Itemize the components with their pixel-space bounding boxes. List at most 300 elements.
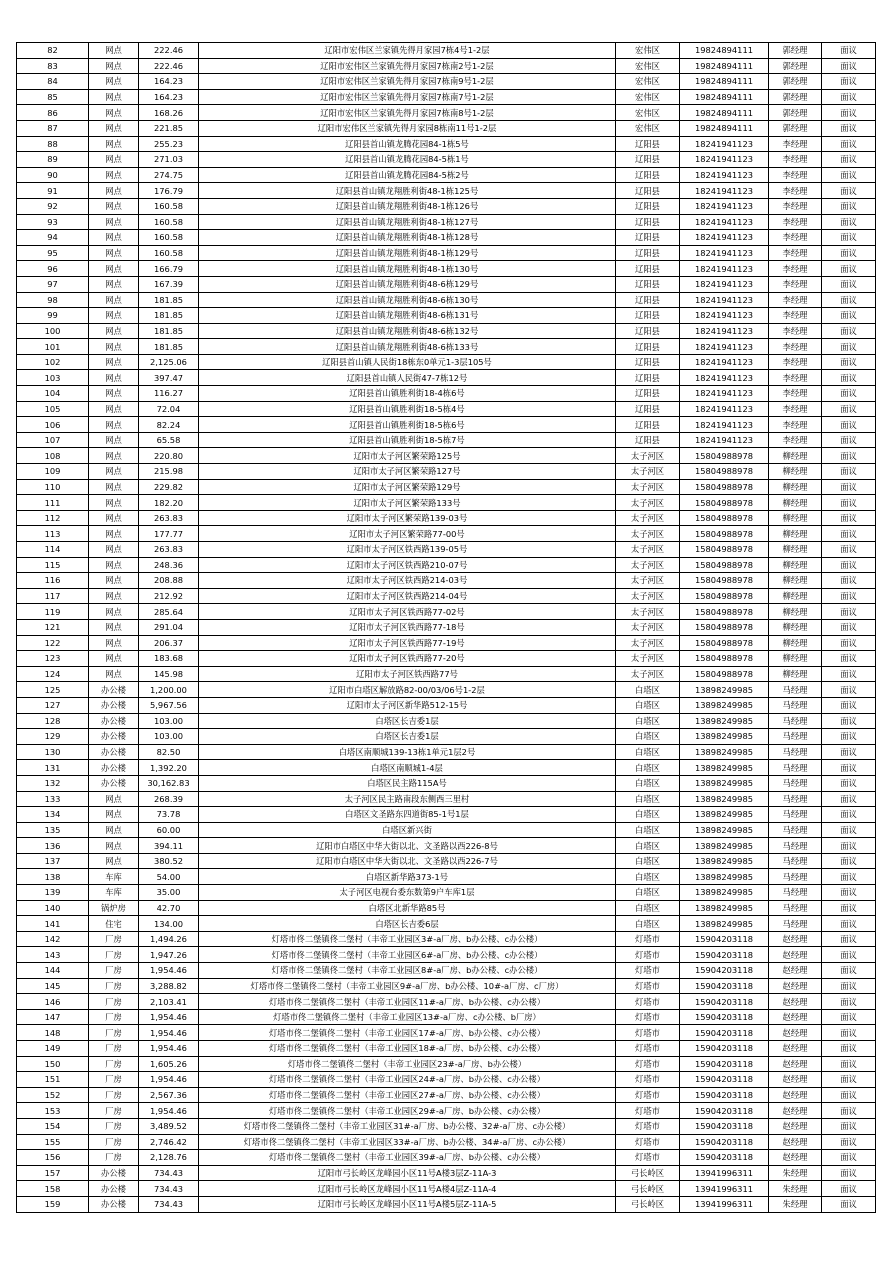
price-cell: 面议 [822, 1025, 876, 1041]
price-cell: 面议 [822, 573, 876, 589]
address-cell: 白塔区长吉委6层 [199, 916, 616, 932]
row-number-cell: 140 [17, 900, 89, 916]
property-type-cell: 网点 [89, 510, 139, 526]
phone-cell: 15804988978 [680, 448, 769, 464]
contact-cell: 李经理 [769, 214, 822, 230]
area-cell: 176.79 [139, 183, 199, 199]
district-cell: 白塔区 [616, 697, 680, 713]
area-cell: 181.85 [139, 323, 199, 339]
row-number-cell: 102 [17, 354, 89, 370]
address-cell: 辽阳县首山镇龙腾花园84-1栋5号 [199, 136, 616, 152]
row-number-cell: 121 [17, 619, 89, 635]
contact-cell: 马经理 [769, 885, 822, 901]
property-type-cell: 网点 [89, 105, 139, 121]
district-cell: 灯塔市 [616, 978, 680, 994]
phone-cell: 15904203118 [680, 1118, 769, 1134]
area-cell: 268.39 [139, 791, 199, 807]
row-number-cell: 129 [17, 729, 89, 745]
price-cell: 面议 [822, 1150, 876, 1166]
contact-cell: 柳经理 [769, 542, 822, 558]
row-number-cell: 153 [17, 1103, 89, 1119]
table-row [17, 916, 876, 932]
table-row [17, 370, 876, 386]
contact-cell: 李经理 [769, 276, 822, 292]
table-row [17, 947, 876, 963]
phone-cell: 18241941123 [680, 167, 769, 183]
phone-cell: 15904203118 [680, 1072, 769, 1088]
address-cell: 辽阳县首山镇龙翔胜利街48-6栋130号 [199, 292, 616, 308]
row-number-cell: 156 [17, 1150, 89, 1166]
contact-cell: 马经理 [769, 853, 822, 869]
price-cell: 面议 [822, 432, 876, 448]
property-type-cell: 网点 [89, 542, 139, 558]
table-row [17, 308, 876, 324]
row-number-cell: 132 [17, 775, 89, 791]
address-cell: 辽阳县首山镇胜利街18-5栋7号 [199, 432, 616, 448]
property-type-cell: 网点 [89, 401, 139, 417]
area-cell: 2,125.06 [139, 354, 199, 370]
area-cell: 397.47 [139, 370, 199, 386]
table-row [17, 1196, 876, 1212]
district-cell: 白塔区 [616, 729, 680, 745]
table-row [17, 697, 876, 713]
district-cell: 辽阳县 [616, 386, 680, 402]
row-number-cell: 123 [17, 651, 89, 667]
area-cell: 248.36 [139, 557, 199, 573]
district-cell: 太子河区 [616, 604, 680, 620]
phone-cell: 18241941123 [680, 401, 769, 417]
property-type-cell: 办公楼 [89, 682, 139, 698]
area-cell: 263.83 [139, 542, 199, 558]
price-cell: 面议 [822, 1181, 876, 1197]
address-cell: 辽阳市太子河区繁荣路129号 [199, 479, 616, 495]
property-type-cell: 网点 [89, 588, 139, 604]
property-type-cell: 网点 [89, 448, 139, 464]
address-cell: 辽阳县首山镇龙翔胜利街48-1栋126号 [199, 198, 616, 214]
row-number-cell: 100 [17, 323, 89, 339]
row-number-cell: 157 [17, 1165, 89, 1181]
district-cell: 灯塔市 [616, 1041, 680, 1057]
contact-cell: 郭经理 [769, 43, 822, 59]
district-cell: 辽阳县 [616, 214, 680, 230]
row-number-cell: 113 [17, 526, 89, 542]
district-cell: 白塔区 [616, 869, 680, 885]
table-row [17, 1103, 876, 1119]
phone-cell: 15904203118 [680, 1150, 769, 1166]
phone-cell: 15904203118 [680, 963, 769, 979]
row-number-cell: 150 [17, 1056, 89, 1072]
property-type-cell: 网点 [89, 198, 139, 214]
price-cell: 面议 [822, 292, 876, 308]
area-cell: 54.00 [139, 869, 199, 885]
price-cell: 面议 [822, 947, 876, 963]
property-type-cell: 办公楼 [89, 775, 139, 791]
price-cell: 面议 [822, 963, 876, 979]
price-cell: 面议 [822, 43, 876, 59]
property-type-cell: 网点 [89, 619, 139, 635]
address-cell: 辽阳县首山镇龙翔胜利街48-1栋128号 [199, 230, 616, 246]
price-cell: 面议 [822, 931, 876, 947]
price-cell: 面议 [822, 261, 876, 277]
table-row [17, 1181, 876, 1197]
area-cell: 181.85 [139, 308, 199, 324]
contact-cell: 李经理 [769, 417, 822, 433]
table-row [17, 214, 876, 230]
table-row [17, 1072, 876, 1088]
district-cell: 灯塔市 [616, 1087, 680, 1103]
phone-cell: 13898249985 [680, 729, 769, 745]
district-cell: 太子河区 [616, 651, 680, 667]
address-cell: 灯塔市佟二堡镇佟二堡村（丰帝工业园区3#-a厂房、b办公楼、c办公楼） [199, 931, 616, 947]
district-cell: 太子河区 [616, 526, 680, 542]
table-row [17, 136, 876, 152]
property-type-cell: 车库 [89, 869, 139, 885]
address-cell: 辽阳县首山镇胜利街18-4栋6号 [199, 386, 616, 402]
price-cell: 面议 [822, 900, 876, 916]
area-cell: 2,746.42 [139, 1134, 199, 1150]
table-row [17, 635, 876, 651]
phone-cell: 15904203118 [680, 1041, 769, 1057]
phone-cell: 15904203118 [680, 1025, 769, 1041]
price-cell: 面议 [822, 542, 876, 558]
table-row [17, 807, 876, 823]
price-cell: 面议 [822, 323, 876, 339]
area-cell: 65.58 [139, 432, 199, 448]
property-type-cell: 网点 [89, 573, 139, 589]
price-cell: 面议 [822, 1041, 876, 1057]
phone-cell: 13898249985 [680, 822, 769, 838]
price-cell: 面议 [822, 557, 876, 573]
phone-cell: 15904203118 [680, 931, 769, 947]
price-cell: 面议 [822, 853, 876, 869]
address-cell: 辽阳县首山镇龙腾花园84-5栋2号 [199, 167, 616, 183]
address-cell: 辽阳市宏伟区兰家镇先得月家园7栋南2号1-2层 [199, 58, 616, 74]
property-type-cell: 厂房 [89, 1025, 139, 1041]
district-cell: 白塔区 [616, 838, 680, 854]
address-cell: 辽阳县首山镇龙翔胜利街48-6栋129号 [199, 276, 616, 292]
contact-cell: 郭经理 [769, 58, 822, 74]
address-cell: 辽阳市弓长岭区龙峰园小区11号A楼5层Z-11A-5 [199, 1196, 616, 1212]
area-cell: 42.70 [139, 900, 199, 916]
phone-cell: 19824894111 [680, 89, 769, 105]
district-cell: 太子河区 [616, 666, 680, 682]
phone-cell: 15904203118 [680, 1087, 769, 1103]
price-cell: 面议 [822, 339, 876, 355]
address-cell: 辽阳县首山镇龙腾花园84-5栋1号 [199, 152, 616, 168]
price-cell: 面议 [822, 791, 876, 807]
phone-cell: 15804988978 [680, 588, 769, 604]
row-number-cell: 134 [17, 807, 89, 823]
district-cell: 太子河区 [616, 573, 680, 589]
table-row [17, 573, 876, 589]
district-cell: 白塔区 [616, 775, 680, 791]
row-number-cell: 82 [17, 43, 89, 59]
area-cell: 1,494.26 [139, 931, 199, 947]
property-type-cell: 网点 [89, 43, 139, 59]
price-cell: 面议 [822, 308, 876, 324]
address-cell: 白塔区文圣路东四道街85-1号1层 [199, 807, 616, 823]
phone-cell: 13898249985 [680, 697, 769, 713]
area-cell: 167.39 [139, 276, 199, 292]
price-cell: 面议 [822, 230, 876, 246]
price-cell: 面议 [822, 1087, 876, 1103]
row-number-cell: 106 [17, 417, 89, 433]
price-cell: 面议 [822, 526, 876, 542]
property-type-cell: 网点 [89, 479, 139, 495]
contact-cell: 李经理 [769, 230, 822, 246]
price-cell: 面议 [822, 838, 876, 854]
district-cell: 白塔区 [616, 744, 680, 760]
table-row [17, 1165, 876, 1181]
phone-cell: 13941996311 [680, 1196, 769, 1212]
price-cell: 面议 [822, 978, 876, 994]
phone-cell: 15904203118 [680, 1056, 769, 1072]
table-row [17, 386, 876, 402]
district-cell: 白塔区 [616, 916, 680, 932]
district-cell: 灯塔市 [616, 1056, 680, 1072]
table-row [17, 838, 876, 854]
area-cell: 168.26 [139, 105, 199, 121]
row-number-cell: 105 [17, 401, 89, 417]
price-cell: 面议 [822, 729, 876, 745]
table-row [17, 261, 876, 277]
phone-cell: 13898249985 [680, 916, 769, 932]
phone-cell: 13898249985 [680, 838, 769, 854]
property-type-cell: 网点 [89, 557, 139, 573]
row-number-cell: 149 [17, 1041, 89, 1057]
row-number-cell: 135 [17, 822, 89, 838]
phone-cell: 18241941123 [680, 432, 769, 448]
table-row [17, 276, 876, 292]
property-type-cell: 厂房 [89, 1103, 139, 1119]
price-cell: 面议 [822, 105, 876, 121]
contact-cell: 李经理 [769, 167, 822, 183]
area-cell: 2,103.41 [139, 994, 199, 1010]
row-number-cell: 143 [17, 947, 89, 963]
property-type-cell: 网点 [89, 261, 139, 277]
contact-cell: 柳经理 [769, 573, 822, 589]
area-cell: 380.52 [139, 853, 199, 869]
district-cell: 宏伟区 [616, 120, 680, 136]
phone-cell: 15904203118 [680, 1009, 769, 1025]
area-cell: 164.23 [139, 74, 199, 90]
table-row [17, 1009, 876, 1025]
contact-cell: 赵经理 [769, 1087, 822, 1103]
district-cell: 太子河区 [616, 479, 680, 495]
property-type-cell: 厂房 [89, 994, 139, 1010]
contact-cell: 柳经理 [769, 464, 822, 480]
district-cell: 白塔区 [616, 713, 680, 729]
phone-cell: 13898249985 [680, 900, 769, 916]
contact-cell: 柳经理 [769, 635, 822, 651]
price-cell: 面议 [822, 245, 876, 261]
address-cell: 灯塔市佟二堡镇佟二堡村（丰帝工业园区18#-a厂房、b办公楼、c办公楼） [199, 1041, 616, 1057]
contact-cell: 马经理 [769, 838, 822, 854]
price-cell: 面议 [822, 1196, 876, 1212]
area-cell: 229.82 [139, 479, 199, 495]
address-cell: 灯塔市佟二堡镇佟二堡村（丰帝工业园区11#-a厂房、b办公楼、c办公楼） [199, 994, 616, 1010]
property-type-cell: 网点 [89, 308, 139, 324]
contact-cell: 李经理 [769, 245, 822, 261]
phone-cell: 18241941123 [680, 339, 769, 355]
contact-cell: 赵经理 [769, 978, 822, 994]
property-type-cell: 网点 [89, 74, 139, 90]
price-cell: 面议 [822, 651, 876, 667]
district-cell: 灯塔市 [616, 1103, 680, 1119]
area-cell: 164.23 [139, 89, 199, 105]
area-cell: 1,954.46 [139, 1009, 199, 1025]
address-cell: 辽阳县首山镇龙翔胜利街48-1栋127号 [199, 214, 616, 230]
district-cell: 弓长岭区 [616, 1196, 680, 1212]
area-cell: 1,954.46 [139, 963, 199, 979]
table-row [17, 1118, 876, 1134]
area-cell: 291.04 [139, 619, 199, 635]
property-type-cell: 网点 [89, 822, 139, 838]
row-number-cell: 86 [17, 105, 89, 121]
price-cell: 面议 [822, 417, 876, 433]
row-number-cell: 99 [17, 308, 89, 324]
contact-cell: 李经理 [769, 386, 822, 402]
area-cell: 145.98 [139, 666, 199, 682]
price-cell: 面议 [822, 775, 876, 791]
row-number-cell: 107 [17, 432, 89, 448]
phone-cell: 13941996311 [680, 1165, 769, 1181]
phone-cell: 18241941123 [680, 214, 769, 230]
area-cell: 2,128.76 [139, 1150, 199, 1166]
contact-cell: 赵经理 [769, 1118, 822, 1134]
address-cell: 辽阳县首山镇人民街47-7栋12号 [199, 370, 616, 386]
property-type-cell: 网点 [89, 464, 139, 480]
price-cell: 面议 [822, 666, 876, 682]
address-cell: 辽阳市太子河区铁西路77-19号 [199, 635, 616, 651]
price-cell: 面议 [822, 869, 876, 885]
district-cell: 辽阳县 [616, 323, 680, 339]
property-type-cell: 网点 [89, 370, 139, 386]
row-number-cell: 119 [17, 604, 89, 620]
phone-cell: 13941996311 [680, 1181, 769, 1197]
table-row [17, 1056, 876, 1072]
phone-cell: 15804988978 [680, 651, 769, 667]
phone-cell: 18241941123 [680, 276, 769, 292]
row-number-cell: 158 [17, 1181, 89, 1197]
area-cell: 1,954.46 [139, 1041, 199, 1057]
contact-cell: 马经理 [769, 869, 822, 885]
phone-cell: 18241941123 [680, 354, 769, 370]
district-cell: 弓长岭区 [616, 1181, 680, 1197]
table-row [17, 791, 876, 807]
row-number-cell: 146 [17, 994, 89, 1010]
property-type-cell: 办公楼 [89, 729, 139, 745]
price-cell: 面议 [822, 183, 876, 199]
address-cell: 辽阳市太子河区铁西路214-04号 [199, 588, 616, 604]
district-cell: 宏伟区 [616, 58, 680, 74]
table-row [17, 744, 876, 760]
address-cell: 辽阳市太子河区新华路512-15号 [199, 697, 616, 713]
contact-cell: 赵经理 [769, 1041, 822, 1057]
table-row [17, 1150, 876, 1166]
price-cell: 面议 [822, 697, 876, 713]
area-cell: 215.98 [139, 464, 199, 480]
row-number-cell: 90 [17, 167, 89, 183]
district-cell: 白塔区 [616, 885, 680, 901]
district-cell: 白塔区 [616, 760, 680, 776]
property-type-cell: 办公楼 [89, 744, 139, 760]
property-type-cell: 网点 [89, 339, 139, 355]
area-cell: 160.58 [139, 230, 199, 246]
property-type-cell: 厂房 [89, 963, 139, 979]
area-cell: 263.83 [139, 510, 199, 526]
district-cell: 太子河区 [616, 495, 680, 511]
contact-cell: 朱经理 [769, 1165, 822, 1181]
price-cell: 面议 [822, 713, 876, 729]
contact-cell: 李经理 [769, 308, 822, 324]
row-number-cell: 141 [17, 916, 89, 932]
property-type-cell: 住宅 [89, 916, 139, 932]
table-row [17, 619, 876, 635]
address-cell: 辽阳县首山镇龙翔胜利街48-1栋130号 [199, 261, 616, 277]
price-cell: 面议 [822, 120, 876, 136]
property-type-cell: 网点 [89, 853, 139, 869]
property-type-cell: 网点 [89, 323, 139, 339]
area-cell: 208.88 [139, 573, 199, 589]
address-cell: 白塔区南顺城139-13栋1单元1层2号 [199, 744, 616, 760]
district-cell: 太子河区 [616, 448, 680, 464]
price-cell: 面议 [822, 401, 876, 417]
address-cell: 辽阳市宏伟区兰家镇先得月家园7栋南8号1-2层 [199, 105, 616, 121]
price-cell: 面议 [822, 994, 876, 1010]
district-cell: 宏伟区 [616, 74, 680, 90]
price-cell: 面议 [822, 807, 876, 823]
row-number-cell: 93 [17, 214, 89, 230]
property-type-cell: 厂房 [89, 1056, 139, 1072]
phone-cell: 18241941123 [680, 417, 769, 433]
property-type-cell: 办公楼 [89, 1165, 139, 1181]
address-cell: 辽阳县首山镇龙翔胜利街48-1栋129号 [199, 245, 616, 261]
address-cell: 辽阳市太子河区铁西路210-07号 [199, 557, 616, 573]
contact-cell: 赵经理 [769, 931, 822, 947]
property-type-cell: 网点 [89, 136, 139, 152]
area-cell: 103.00 [139, 729, 199, 745]
contact-cell: 赵经理 [769, 1009, 822, 1025]
table-row [17, 339, 876, 355]
district-cell: 辽阳县 [616, 432, 680, 448]
district-cell: 太子河区 [616, 542, 680, 558]
table-row [17, 963, 876, 979]
row-number-cell: 91 [17, 183, 89, 199]
contact-cell: 赵经理 [769, 1103, 822, 1119]
property-type-cell: 厂房 [89, 947, 139, 963]
district-cell: 辽阳县 [616, 261, 680, 277]
property-type-cell: 厂房 [89, 1134, 139, 1150]
phone-cell: 15804988978 [680, 619, 769, 635]
row-number-cell: 127 [17, 697, 89, 713]
table-row [17, 58, 876, 74]
address-cell: 白塔区北新华路85号 [199, 900, 616, 916]
phone-cell: 13898249985 [680, 807, 769, 823]
address-cell: 辽阳市白塔区中华大街以北、文圣路以西226-8号 [199, 838, 616, 854]
property-type-cell: 厂房 [89, 1087, 139, 1103]
area-cell: 182.20 [139, 495, 199, 511]
row-number-cell: 131 [17, 760, 89, 776]
table-row [17, 869, 876, 885]
address-cell: 辽阳市太子河区铁西路77-18号 [199, 619, 616, 635]
phone-cell: 15804988978 [680, 635, 769, 651]
property-type-cell: 办公楼 [89, 760, 139, 776]
district-cell: 灯塔市 [616, 947, 680, 963]
area-cell: 2,567.36 [139, 1087, 199, 1103]
contact-cell: 郭经理 [769, 74, 822, 90]
area-cell: 82.50 [139, 744, 199, 760]
